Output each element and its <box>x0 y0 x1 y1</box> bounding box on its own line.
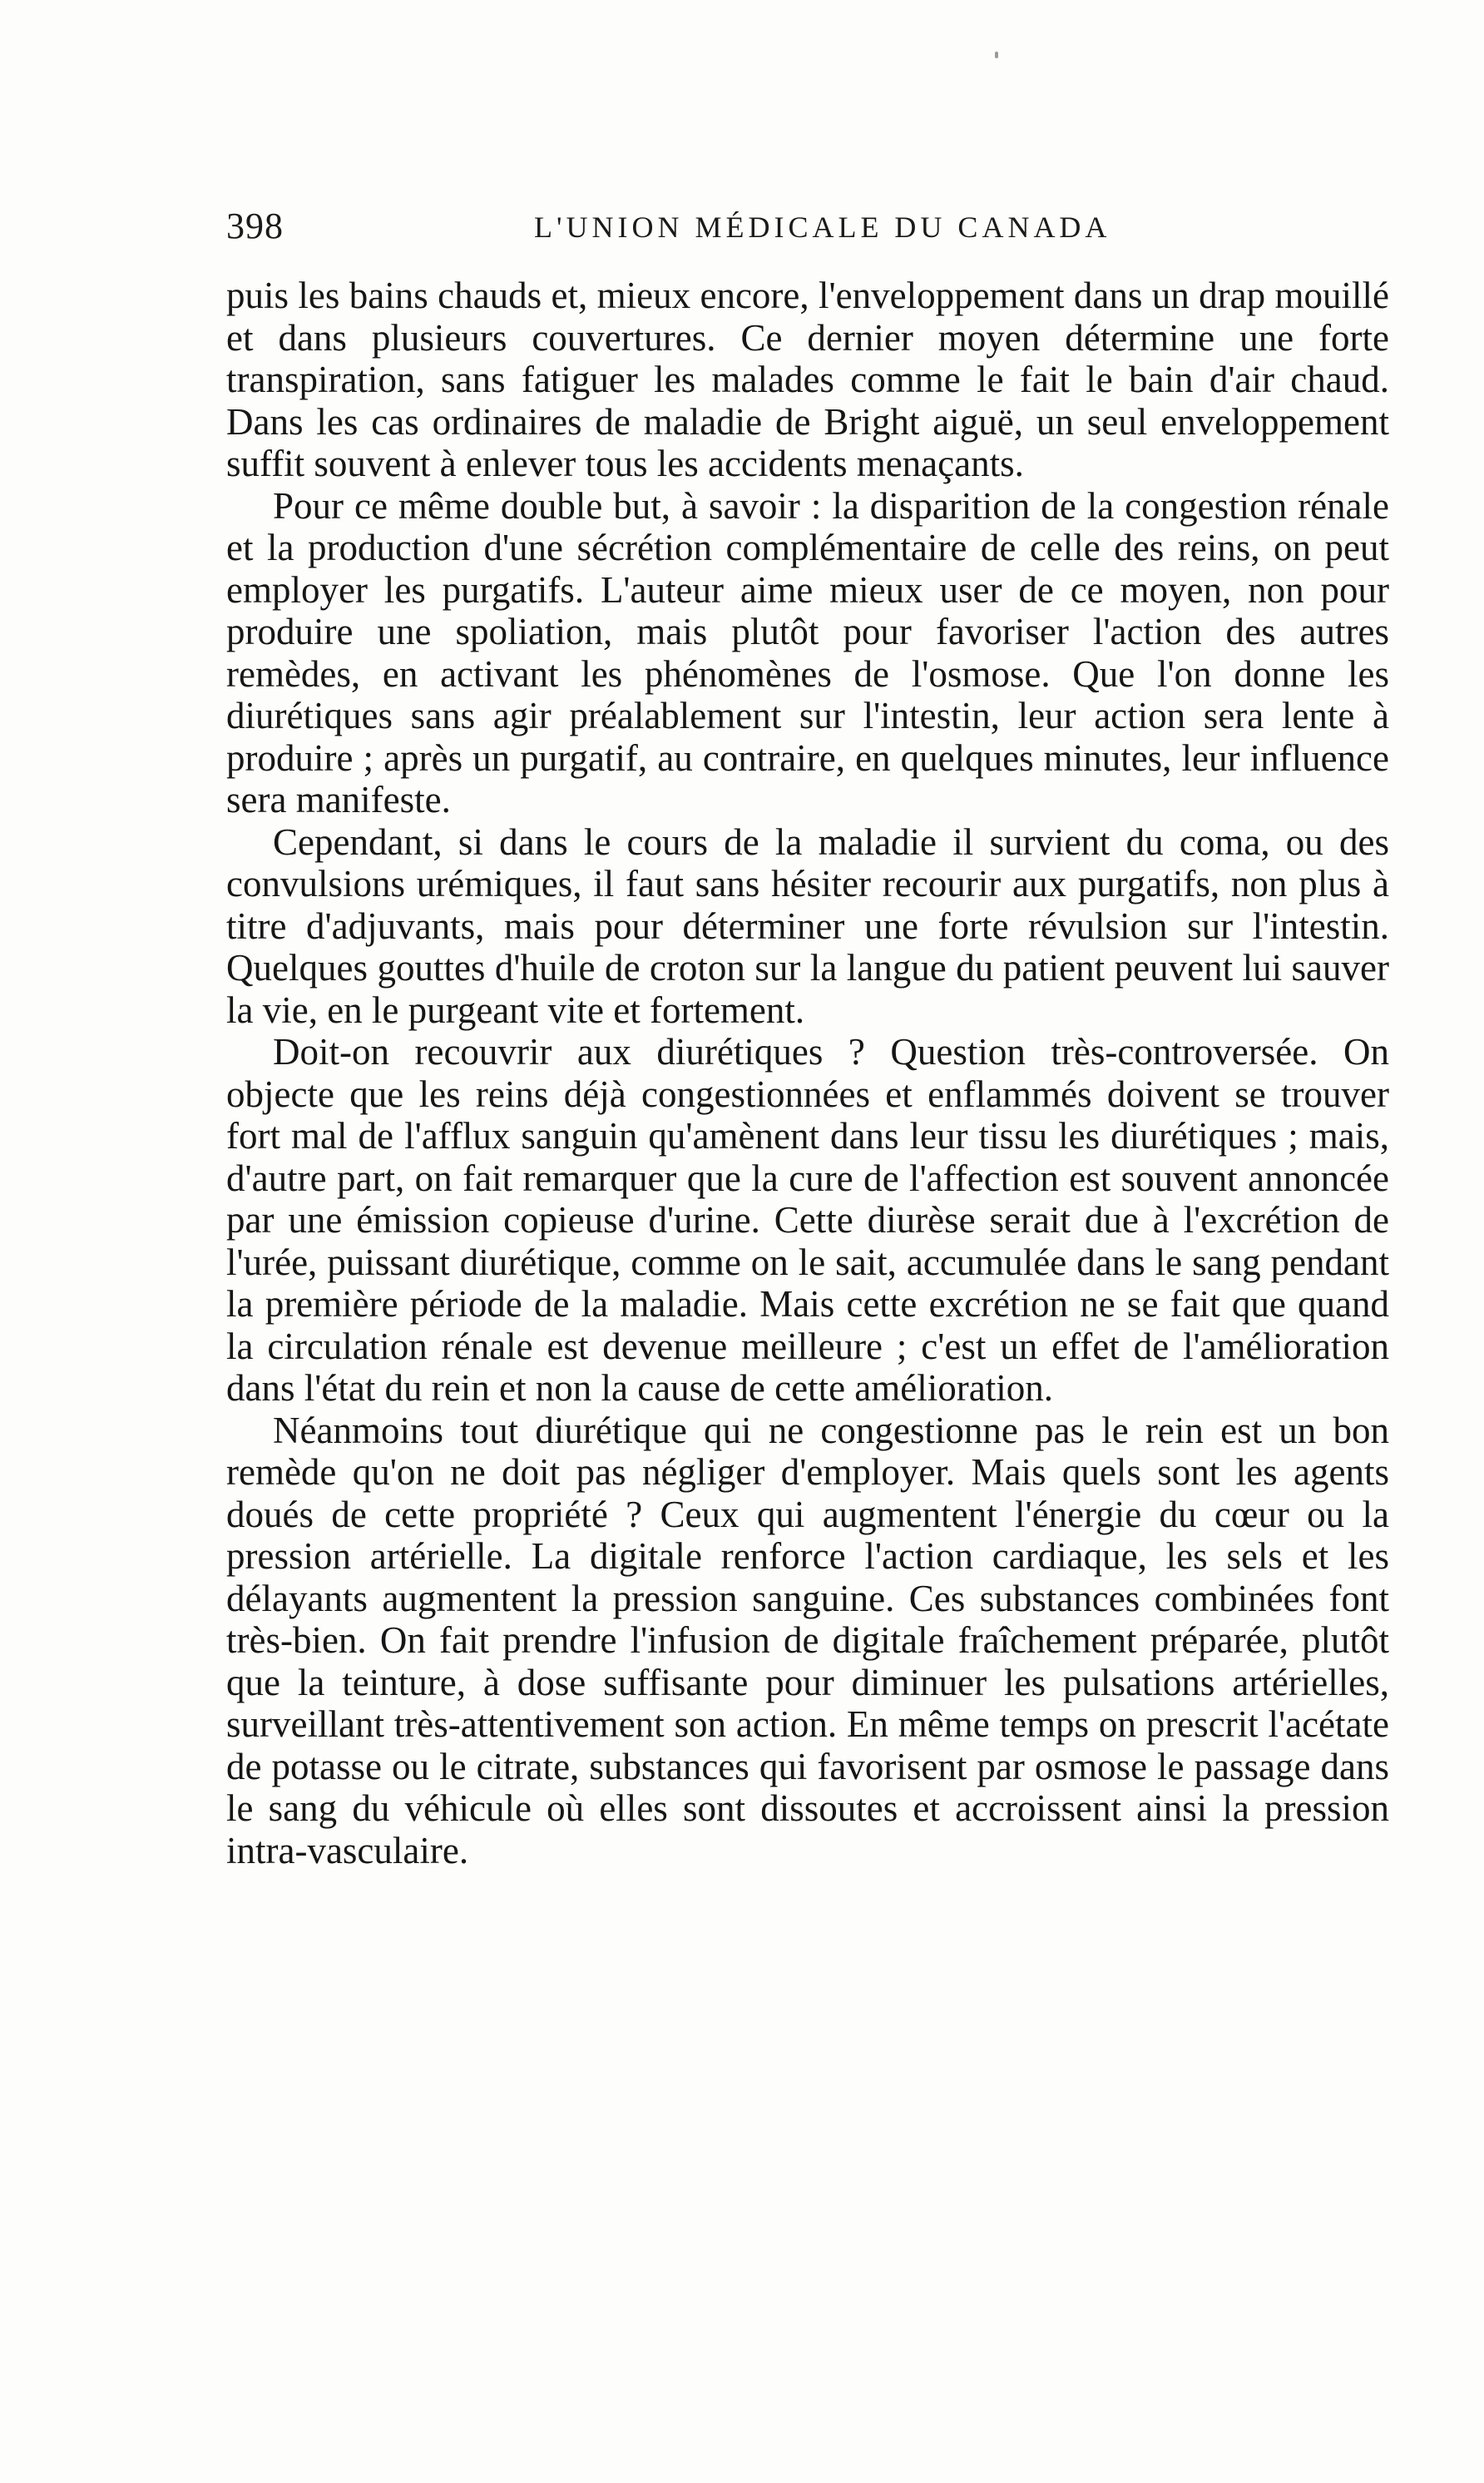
journal-title: L'UNION MÉDICALE DU CANADA <box>534 211 1111 244</box>
paragraph-digitale: Néanmoins tout diurétique qui ne congestionne pas le rein est un bon remède qu'on ne doit pas négliger d'employer. Mais quels sont les agents doués de cette propriété ? Ceux qui augmentent l'énergie du cœur ou la pression artérielle. La digitale renforce l'action cardiaque, les sels et les délayants augmentent la pression sanguine. Ces substances combinées font très-bien. On fait prendre l'infusion de digitale fraîchement préparée, plutôt que la teinture, à dose suffisante pour diminuer les pulsations artérielles, surveillant très-attentivement son action. En même temps on prescrit l'acétate de potasse ou le citrate, substances qui favorisent par osmose le passage dans le sang du véhicule où elles sont dissoutes et accroissent ainsi la pression intra-vasculaire. <box>226 1409 1389 1871</box>
article-body <box>226 275 1389 1871</box>
paragraph-purgatifs: Pour ce même double but, à savoir : la disparition de la congestion rénale et la production d'une sécrétion complémentaire de celle des reins, on peut employer les purgatifs. L'auteur aime mieux user de ce moyen, non pour produire une spoliation, mais plutôt pour favoriser l'action des autres remèdes, en activant les phénomènes de l'osmose. Que l'on donne les diurétiques sans agir préalablement sur l'intestin, leur action sera lente à produire ; après un purgatif, au contraire, en quelques minutes, leur influence sera manifeste. <box>226 484 1389 820</box>
page-number: 398 <box>226 206 284 246</box>
paragraph-coma: Cependant, si dans le cours de la maladie il survient du coma, ou des convulsions urémiques, il faut sans hésiter recourir aux purgatifs, non plus à titre d'adjuvants, mais pour déterminer une forte révulsion sur l'intestin. Quelques gouttes d'huile de croton sur la langue du patient peuvent lui sauver la vie, en le purgeant vite et fortement. <box>226 820 1389 1031</box>
paragraph-diuretiques: Doit-on recouvrir aux diurétiques ? Question très-controversée. On objecte que les reins déjà congestionnées et enflammés doivent se trouver fort mal de l'afflux sanguin qu'amènent dans leur tissu les diurétiques ; mais, d'autre part, on fait remarquer que la cure de l'affection est souvent annoncée par une émission copieuse d'urine. Cette diurèse serait due à l'excrétion de l'urée, puissant diurétique, comme on le sait, accumulée dans le sang pendant la première période de la maladie. Mais cette excrétion ne se fait que quand la circulation rénale est devenue meilleure ; c'est un effet de l'amélioration dans l'état du rein et non la cause de cette amélioration. <box>226 1031 1389 1409</box>
running-head <box>226 205 1389 255</box>
scan-speck <box>995 52 998 58</box>
paragraph-continuation: puis les bains chauds et, mieux encore, l'enveloppement dans un drap mouillé et dans plusieurs couvertures. Ce dernier moyen détermine une forte transpiration, sans fatiguer les malades comme le fait le bain d'air chaud. Dans les cas ordinaires de maladie de Bright aiguë, un seul enveloppement suffit souvent à enlever tous les accidents menaçants. <box>226 275 1389 484</box>
